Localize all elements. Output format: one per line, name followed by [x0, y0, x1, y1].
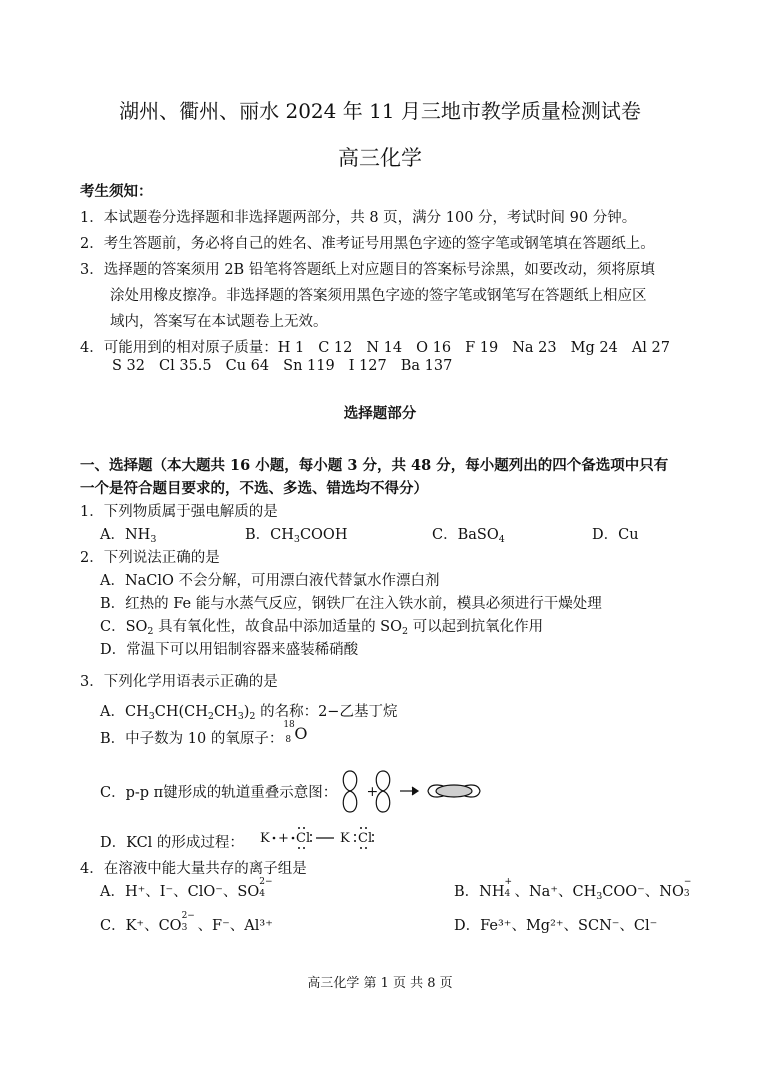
notice-item-1: 1．本试题卷分选择题和非选择题两部分，共 8 页，满分 100 分，考试时间 90 分钟。	[80, 210, 637, 226]
electron-dot	[365, 827, 367, 829]
section-title: 选择题部分	[343, 405, 417, 422]
q1-option-d: D．Cu	[592, 527, 639, 543]
exam-title: 湖州、衢州、丽水 2024 年 11 月三地市教学质量检测试卷	[119, 99, 641, 123]
ion-charge	[259, 877, 275, 899]
atomic-masses-row2	[112, 358, 466, 374]
cl-symbol: Cl	[358, 831, 373, 846]
q2-option-b: B．红热的 Fe 能与水蒸气反应，钢铁厂在注入铁水前，模具必须进行干燥处理	[100, 596, 602, 612]
atomic-mass: C 12	[318, 340, 353, 356]
electron-dot	[372, 840, 374, 842]
q4-a-text: A．H⁺、I⁻、ClO⁻、SO	[100, 884, 260, 900]
q2-c-text: C．SO	[100, 619, 148, 635]
q1-option-a	[100, 523, 156, 545]
atomic-mass: Na 23	[512, 340, 557, 356]
exam-subtitle: 高三化学	[338, 146, 422, 170]
q4-c-text: 、F⁻、Al³⁺	[197, 918, 273, 934]
electron-dot	[365, 847, 367, 849]
ion-charge	[504, 877, 515, 899]
atomic-mass: F 19	[465, 340, 499, 356]
q3-option-c: C．p-p π键形成的轨道重叠示意图：	[100, 785, 338, 801]
q4-b-text: 、Na⁺、CH	[514, 884, 597, 900]
q2-c-sub: 2	[402, 626, 409, 637]
atomic-mass: Cl 35.5	[159, 358, 212, 374]
q2-option-c	[100, 615, 543, 637]
q3-a-text: )	[243, 704, 250, 720]
p-orbital-left-upper	[343, 771, 357, 791]
q4-a-sub: 4	[259, 889, 265, 899]
q1-stem: 1．下列物质属于强电解质的是	[80, 504, 278, 520]
electron-dot	[372, 834, 374, 836]
atomic-mass: N 14	[366, 340, 403, 356]
q4-b-sub: 3	[596, 891, 603, 902]
q4-option-b	[454, 877, 692, 902]
notice-item-2: 2．考生答题前，务必将自己的姓名、准考证号用黑色字迹的签字笔或钢笔填在答题纸上。	[80, 236, 655, 252]
q3-option-b	[100, 720, 308, 748]
q1-b-text: B．CH	[245, 527, 294, 543]
q1-a-text: A．NH	[100, 527, 151, 543]
kcl-formation-diagram	[256, 824, 396, 852]
overlap-region	[436, 785, 472, 797]
q3-option-a	[100, 700, 397, 722]
atomic-number: 8	[285, 735, 292, 745]
atomic-mass: Cu 64	[225, 358, 270, 374]
p-orbital-overlap-diagram	[338, 768, 498, 816]
electron-dot	[354, 840, 356, 842]
atomic-mass: O 16	[416, 340, 452, 356]
electron-dot	[310, 840, 312, 842]
electron-dot	[360, 847, 362, 849]
notice-item-4	[80, 336, 684, 357]
q3-a-sub: 2	[249, 711, 256, 722]
atomic-mass: S 32	[112, 358, 145, 374]
electron-dot	[298, 847, 300, 849]
q3-a-sub: 3	[237, 711, 244, 722]
electron-dot	[298, 827, 300, 829]
q4-option-d: D．Fe³⁺、Mg²⁺、SCN⁻、Cl⁻	[454, 918, 658, 934]
q1-c-sub: 4	[498, 534, 505, 545]
atomic-mass: I 127	[348, 358, 387, 374]
atomic-mass: Al 27	[631, 340, 670, 356]
q4-option-c	[100, 911, 273, 935]
cl-symbol: Cl	[296, 831, 311, 846]
notice-item-3: 3．选择题的答案须用 2B 铅笔将答题纸上对应题目的答案标号涂黑，如要改动，须将原填	[80, 262, 655, 278]
q2-c-sub: 2	[147, 626, 154, 637]
q3-stem: 3．下列化学用语表示正确的是	[80, 674, 278, 690]
q2-option-a: A．NaClO 不会分解，可用漂白液代替氯水作漂白剂	[100, 573, 440, 589]
q1-option-b	[245, 523, 347, 545]
p-orbital-right-upper	[376, 771, 390, 791]
notice-heading: 考生须知：	[80, 183, 153, 200]
q3-option-d: D．KCl 的形成过程：	[100, 835, 244, 851]
electron-dot	[303, 847, 305, 849]
k-symbol: K	[340, 831, 350, 846]
q4-option-a	[100, 877, 275, 901]
page-footer: 高三化学 第 1 页 共 8 页	[307, 976, 453, 991]
part1-heading-2: 一个是符合题目要求的，不选、多选、错选均不得分）	[80, 480, 428, 497]
k-symbol: K	[260, 831, 270, 846]
q3-a-text: CH(CH	[154, 704, 208, 720]
atomic-mass: Mg 24	[570, 340, 618, 356]
electron-dot	[354, 834, 356, 836]
q2-c-text: 可以起到抗氧化作用	[408, 619, 544, 635]
q3-a-text: A．CH	[100, 704, 149, 720]
q3-a-text: 的名称：2−乙基丁烷	[255, 704, 398, 720]
p-orbital-left-lower	[343, 791, 357, 812]
q1-c-text: C．BaSO	[432, 527, 499, 543]
q2-c-text: 具有氧化性，故食品中添加适量的 SO	[153, 619, 403, 635]
q1-option-c	[432, 523, 505, 545]
oxygen-isotope-notation	[283, 720, 308, 745]
atomic-mass: Sn 119	[283, 358, 335, 374]
p-orbital-right-lower	[376, 791, 390, 812]
q1-b-rest: COOH	[299, 527, 348, 543]
electron-dot	[292, 837, 295, 840]
notice-item-4-text: 4．可能用到的相对原子质量：	[80, 340, 278, 356]
q4-c-sub: 3	[181, 923, 188, 933]
electron-dot	[273, 837, 276, 840]
q4-b-sup: +	[504, 877, 513, 887]
electron-dot	[310, 834, 312, 836]
q4-c-sup: 2−	[181, 911, 195, 921]
q1-b-sub: 3	[293, 534, 300, 545]
q2-option-d: D．常温下可以用铝制容器来盛装稀硝酸	[100, 642, 359, 658]
q3-a-sub: 3	[148, 711, 155, 722]
q4-c-text: C．K⁺、CO	[100, 918, 182, 934]
notice-item-3-cont2: 域内，答案写在本试题卷上无效。	[110, 314, 328, 330]
electron-dot	[303, 827, 305, 829]
part1-heading-1: 一、选择题（本大题共 16 小题，每小题 3 分，共 48 分，每小题列出的四个备选项中只有	[80, 457, 669, 474]
q4-b-text: COO⁻、NO	[602, 884, 684, 900]
ion-charge	[181, 911, 198, 933]
electron-dot	[360, 827, 362, 829]
q3-b-text: B．中子数为 10 的氧原子：	[100, 731, 284, 747]
plus-sign: +	[366, 784, 379, 800]
q2-stem: 2．下列说法正确的是	[80, 550, 220, 566]
q4-b-sub: 3	[683, 889, 690, 899]
mass-number: 18	[283, 720, 295, 730]
arrow-head	[412, 787, 418, 795]
element-symbol: O	[294, 724, 308, 743]
q3-a-sub: 2	[207, 711, 214, 722]
q4-b-text: B．NH	[454, 884, 505, 900]
plus-sign: +	[278, 831, 289, 846]
ion-charge	[683, 877, 692, 899]
q4-b-sub: 4	[504, 889, 511, 899]
notice-item-3-cont1: 涂处用橡皮擦净。非选择题的答案须用黑色字迹的签字笔或钢笔写在答题纸上相应区	[110, 288, 647, 304]
q1-a-sub: 3	[150, 534, 157, 545]
atomic-mass: H 1	[277, 340, 305, 356]
q4-stem: 4．在溶液中能大量共存的离子组是	[80, 861, 307, 877]
atomic-mass: Ba 137	[400, 358, 453, 374]
q4-b-sup: −	[683, 877, 692, 887]
q3-a-text: CH	[213, 704, 238, 720]
q4-a-sup: 2−	[259, 877, 273, 887]
